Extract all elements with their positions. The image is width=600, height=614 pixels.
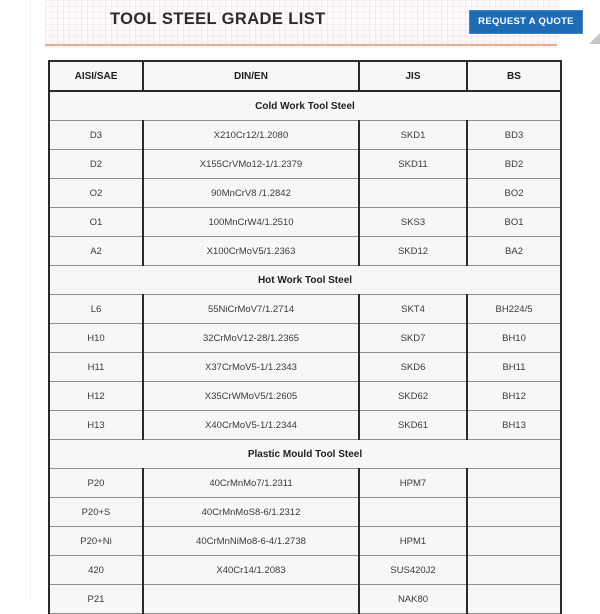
table-cell: D2 xyxy=(49,150,143,179)
table-cell xyxy=(467,527,561,556)
request-a-quote-button[interactable]: REQUEST A QUOTE xyxy=(469,10,583,34)
table-cell: SKD1 xyxy=(359,121,467,150)
table-row xyxy=(49,179,561,208)
column-header-aisi-sae: AISI/SAE xyxy=(49,61,143,91)
table-cell: L6 xyxy=(49,295,143,324)
table-cell: 40CrMnMo7/1.2311 xyxy=(143,469,359,498)
table-cell xyxy=(467,585,561,614)
table-cell: BH12 xyxy=(467,382,561,411)
table-row xyxy=(49,150,561,179)
table-header-row xyxy=(49,61,561,91)
table-cell: BH224/5 xyxy=(467,295,561,324)
table-row xyxy=(49,498,561,527)
table-row xyxy=(49,411,561,440)
table-cell: H11 xyxy=(49,353,143,382)
section-title: Cold Work Tool Steel xyxy=(49,91,561,121)
table-cell: NAK80 xyxy=(359,585,467,614)
table-row xyxy=(49,585,561,614)
table-cell: 90MnCrV8 /1.2842 xyxy=(143,179,359,208)
table-cell: H12 xyxy=(49,382,143,411)
table-row xyxy=(49,121,561,150)
table-row xyxy=(49,295,561,324)
section-title: Hot Work Tool Steel xyxy=(49,266,561,295)
table-row xyxy=(49,324,561,353)
table-cell: SKS3 xyxy=(359,208,467,237)
table-cell xyxy=(467,498,561,527)
table-cell: X35CrWMoV5/1.2605 xyxy=(143,382,359,411)
header-panel xyxy=(45,0,574,48)
page-title: TOOL STEEL GRADE LIST xyxy=(110,10,326,28)
table-cell: 40CrMnMoS8-6/1.2312 xyxy=(143,498,359,527)
table-cell: P20 xyxy=(49,469,143,498)
table-row xyxy=(49,353,561,382)
table-cell: SKD11 xyxy=(359,150,467,179)
table-cell xyxy=(143,585,359,614)
table-cell xyxy=(467,556,561,585)
table-cell: A2 xyxy=(49,237,143,266)
table-cell: H10 xyxy=(49,324,143,353)
section-header-row xyxy=(49,91,561,121)
table-cell xyxy=(467,469,561,498)
table-cell: SUS420J2 xyxy=(359,556,467,585)
table-cell: P20+S xyxy=(49,498,143,527)
table-cell: SKD62 xyxy=(359,382,467,411)
section-title: Plastic Mould Tool Steel xyxy=(49,440,561,469)
table-cell: O2 xyxy=(49,179,143,208)
table-cell: X155CrVMo12-1/1.2379 xyxy=(143,150,359,179)
table-cell: X210Cr12/1.2080 xyxy=(143,121,359,150)
tool-steel-grade-table xyxy=(48,60,562,614)
table-cell: BA2 xyxy=(467,237,561,266)
table-cell: P20+Ni xyxy=(49,527,143,556)
table-cell: BO1 xyxy=(467,208,561,237)
resize-handle-icon[interactable] xyxy=(589,31,600,44)
section-header-row xyxy=(49,440,561,469)
table-cell xyxy=(359,498,467,527)
table-cell: HPM7 xyxy=(359,469,467,498)
table-cell: X40Cr14/1.2083 xyxy=(143,556,359,585)
table-cell: BD3 xyxy=(467,121,561,150)
section-header-row xyxy=(49,266,561,295)
table-cell: SKD7 xyxy=(359,324,467,353)
table-cell: BH13 xyxy=(467,411,561,440)
column-header-bs: BS xyxy=(467,61,561,91)
table-cell: 100MnCrW4/1.2510 xyxy=(143,208,359,237)
table-cell: SKD12 xyxy=(359,237,467,266)
column-header-jis: JIS xyxy=(359,61,467,91)
table-cell xyxy=(359,179,467,208)
table-cell: 420 xyxy=(49,556,143,585)
table-cell: BH11 xyxy=(467,353,561,382)
table-cell: BO2 xyxy=(467,179,561,208)
table-header xyxy=(49,61,561,91)
table-cell: BD2 xyxy=(467,150,561,179)
table-cell: X37CrMoV5-1/1.2343 xyxy=(143,353,359,382)
table-cell: X100CrMoV5/1.2363 xyxy=(143,237,359,266)
table-cell: D3 xyxy=(49,121,143,150)
table-row xyxy=(49,382,561,411)
table-cell: X40CrMoV5-1/1.2344 xyxy=(143,411,359,440)
table-cell: O1 xyxy=(49,208,143,237)
table-row xyxy=(49,469,561,498)
table-cell: BH10 xyxy=(467,324,561,353)
column-header-din-en: DIN/EN xyxy=(143,61,359,91)
table-row xyxy=(49,237,561,266)
left-gutter-divider xyxy=(30,0,31,600)
table-cell: SKD6 xyxy=(359,353,467,382)
table-cell: H13 xyxy=(49,411,143,440)
table-cell: SKD61 xyxy=(359,411,467,440)
table-cell: 40CrMnNiMo8-6-4/1.2738 xyxy=(143,527,359,556)
table-cell: P21 xyxy=(49,585,143,614)
table-cell: 32CrMoV12-28/1.2365 xyxy=(143,324,359,353)
header-accent-rule xyxy=(45,44,557,46)
table-cell: HPM1 xyxy=(359,527,467,556)
table-cell: 55NiCrMoV7/1.2714 xyxy=(143,295,359,324)
table-row xyxy=(49,527,561,556)
table-row xyxy=(49,556,561,585)
table-body xyxy=(49,91,561,614)
table-cell: SKT4 xyxy=(359,295,467,324)
table-row xyxy=(49,208,561,237)
